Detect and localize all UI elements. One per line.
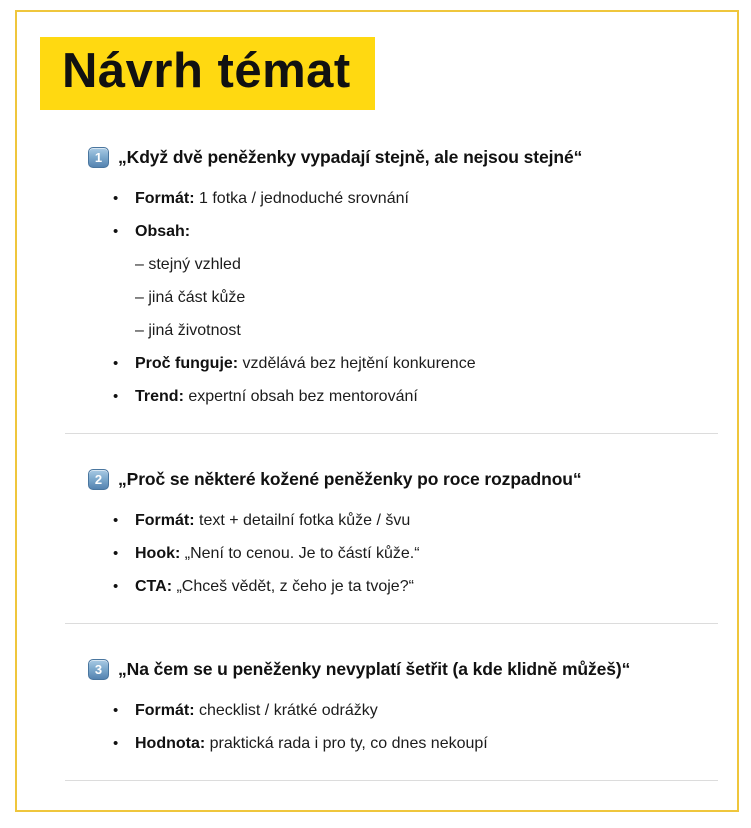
sub-item: – jiná životnost: [135, 322, 241, 339]
item-line: [135, 221, 245, 242]
item-value: text + detailní fotka kůže / švu: [194, 512, 411, 529]
item-value: „Není to cenou. Je to částí kůže.“: [180, 545, 420, 562]
list-item-text: [135, 576, 414, 597]
list-item: [113, 353, 718, 374]
bullet-dot-icon: •: [113, 388, 119, 405]
list-item-text: [135, 353, 476, 374]
list-item: [113, 510, 718, 531]
item-value: vzdělává bez hejtění konkurence: [238, 355, 476, 372]
list-item: [113, 221, 718, 341]
keycap-3-icon: 3: [88, 659, 109, 680]
bullet-dot-icon: •: [113, 512, 119, 529]
item-label: Hook:: [135, 545, 181, 562]
topic-heading: „Když dvě peněženky vypadají stejně, ale nejsou stejné“: [118, 147, 583, 167]
section-divider: [65, 433, 718, 434]
topic-heading: „Proč se některé kožené peněženky po roce rozpadnou“: [118, 469, 582, 489]
item-label: Formát:: [135, 702, 195, 719]
item-label: Trend:: [135, 388, 184, 405]
item-label: Formát:: [135, 512, 195, 529]
list-item: [113, 700, 718, 721]
item-value: praktická rada i pro ty, co dnes nekoupí: [205, 735, 488, 752]
bullet-dot-icon: •: [113, 702, 119, 719]
topic-heading: „Na čem se u peněženky nevyplatí šetřit (a kde klidně můžeš)“: [118, 659, 631, 679]
list-item: [113, 188, 718, 209]
list-item: [113, 576, 718, 597]
item-value: checklist / krátké odrážky: [194, 702, 378, 719]
page-title: Návrh témat: [40, 37, 375, 110]
bullet-dot-icon: •: [113, 545, 119, 562]
bullet-dot-icon: •: [113, 355, 119, 372]
topic-heading-row: [88, 146, 718, 168]
list-item-text: [135, 221, 245, 341]
document-page: [40, 37, 718, 781]
list-item-text: [135, 510, 410, 531]
keycap-1-icon: 1: [88, 147, 109, 168]
topic-heading-row: [88, 658, 718, 680]
bullet-dot-icon: •: [113, 190, 119, 207]
list-item: [113, 386, 718, 407]
list-item-text: [135, 188, 409, 209]
topic-bullet-list: [88, 188, 718, 407]
sub-item: – jiná část kůže: [135, 289, 246, 306]
list-item-text: [135, 386, 418, 407]
item-label: Proč funguje:: [135, 355, 239, 372]
topic-bullet-list: [88, 700, 718, 754]
list-item: [113, 543, 718, 564]
topic-heading-row: [88, 468, 718, 490]
topic-bullet-list: [88, 510, 718, 597]
section-divider: [65, 623, 718, 624]
item-label: CTA:: [135, 578, 173, 595]
list-item-text: [135, 700, 378, 721]
topic-section-2: [40, 468, 718, 597]
list-item: [113, 733, 718, 754]
list-item-text: [135, 733, 488, 754]
item-label: Obsah:: [135, 223, 191, 240]
item-value: 1 fotka / jednoduché srovnání: [194, 190, 409, 207]
bullet-dot-icon: •: [113, 578, 119, 595]
topic-section-1: [40, 146, 718, 407]
bullet-dot-icon: •: [113, 735, 119, 752]
topic-section-3: [40, 658, 718, 754]
bullet-dot-icon: •: [113, 223, 119, 240]
sub-item: – stejný vzhled: [135, 256, 241, 273]
item-value: „Chceš vědět, z čeho je ta tvoje?“: [172, 578, 414, 595]
item-value: expertní obsah bez mentorování: [183, 388, 418, 405]
list-item-text: [135, 543, 420, 564]
item-label: Formát:: [135, 190, 195, 207]
section-divider: [65, 780, 718, 781]
item-label: Hodnota:: [135, 735, 206, 752]
keycap-2-icon: 2: [88, 469, 109, 490]
